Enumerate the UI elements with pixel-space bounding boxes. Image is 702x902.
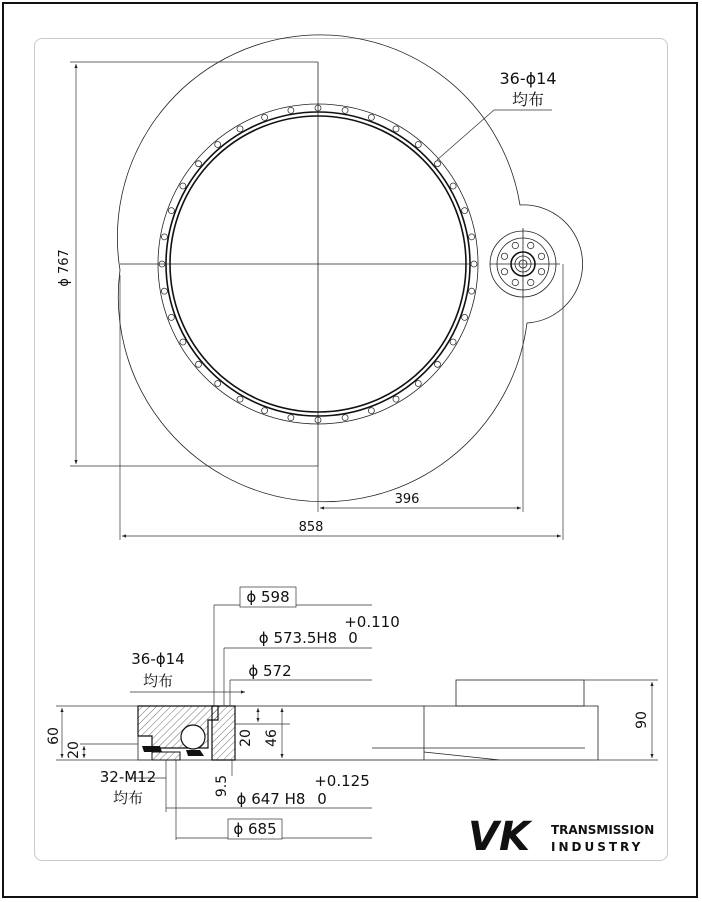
dim-20-left-label: 20 xyxy=(66,741,82,759)
bolt-hole xyxy=(215,142,221,148)
bolt-hole xyxy=(415,381,421,387)
bolt-hole xyxy=(161,234,167,240)
thread-note: 均布 xyxy=(112,789,144,807)
holes-count: 36-ϕ14 xyxy=(131,650,185,668)
pinion-bolt-hole xyxy=(528,242,534,248)
pinion-bolt-hole xyxy=(528,279,534,285)
inner-ring-section xyxy=(212,706,235,760)
bolt-hole xyxy=(469,234,475,240)
holes-note: 均布 xyxy=(142,672,174,690)
dim-572-label: ϕ 572 xyxy=(248,662,292,680)
bolt-hole xyxy=(237,396,243,402)
seal-right xyxy=(186,750,204,756)
pinion-bolt-hole xyxy=(512,242,518,248)
bolt-hole xyxy=(288,415,294,421)
bolt-hole xyxy=(368,408,374,414)
dim-647-tol-upper: +0.125 xyxy=(314,772,370,790)
bolt-hole xyxy=(469,288,475,294)
bolt-hole xyxy=(462,208,468,214)
bolt-hole xyxy=(450,183,456,189)
ball-element xyxy=(181,725,205,749)
dim-647-label: ϕ 647 H8 xyxy=(236,790,306,808)
logo-text-industry: INDUSTRY xyxy=(551,840,644,854)
logo-text-transmission: TRANSMISSION xyxy=(551,823,655,837)
seal-left xyxy=(142,746,162,752)
bolt-hole xyxy=(168,314,174,320)
bolt-hole xyxy=(288,107,294,113)
dim-647-tol-lower: 0 xyxy=(317,790,327,808)
bolt-hole xyxy=(342,415,348,421)
dim-685-label: ϕ 685 xyxy=(233,820,277,838)
top-view xyxy=(57,35,583,540)
dim-46-label: 46 xyxy=(264,729,280,747)
pinion-bolt-hole xyxy=(538,269,544,275)
bolt-hole xyxy=(196,161,202,167)
dim-5735-tol-upper: +0.110 xyxy=(344,613,400,631)
dim-858-label: 858 xyxy=(298,520,324,535)
bolt-hole xyxy=(161,288,167,294)
dim-20-inner-label: 20 xyxy=(238,729,254,747)
bolt-hole xyxy=(415,142,421,148)
bolt-hole xyxy=(393,126,399,132)
pinion-bolt-hole xyxy=(501,269,507,275)
dim-767-label: ϕ 767 xyxy=(57,249,72,287)
bolt-hole xyxy=(262,408,268,414)
body-chamfer xyxy=(424,752,500,760)
hole-callout-note: 均布 xyxy=(511,90,545,109)
dim-95-label: 9.5 xyxy=(214,774,230,798)
logo-mark: VK xyxy=(468,814,530,860)
bolt-hole xyxy=(180,183,186,189)
bolt-hole xyxy=(180,339,186,345)
bolt-hole xyxy=(450,339,456,345)
bolt-hole xyxy=(237,126,243,132)
dim-396-label: 396 xyxy=(394,492,420,507)
dim-5735-tol-lower: 0 xyxy=(348,629,358,647)
bolt-hole xyxy=(196,361,202,367)
dim-90-label: 90 xyxy=(634,711,650,729)
dim-598-label: ϕ 598 xyxy=(246,588,290,606)
bolt-hole xyxy=(168,208,174,214)
bolt-hole xyxy=(393,396,399,402)
bolt-hole xyxy=(435,361,441,367)
bolt-hole xyxy=(471,261,477,267)
bolt-hole xyxy=(215,381,221,387)
hole-callout-count: 36-ϕ14 xyxy=(499,69,557,88)
bolt-hole xyxy=(262,114,268,120)
company-logo xyxy=(468,814,654,860)
motor-block xyxy=(456,680,584,706)
bolt-hole xyxy=(435,161,441,167)
section-view xyxy=(46,587,658,840)
bolt-hole xyxy=(342,107,348,113)
dim-60-label: 60 xyxy=(46,727,62,745)
outer-ring-section xyxy=(138,706,218,748)
thread-count: 32-M12 xyxy=(99,768,157,786)
bolt-hole xyxy=(462,314,468,320)
flange-section xyxy=(152,752,180,760)
pinion-bolt-hole xyxy=(501,253,507,259)
pinion-bolt-hole xyxy=(538,253,544,259)
bolt-hole xyxy=(368,114,374,120)
dim-5735-label: ϕ 573.5H8 xyxy=(258,629,338,647)
pinion-bolt-hole xyxy=(512,279,518,285)
